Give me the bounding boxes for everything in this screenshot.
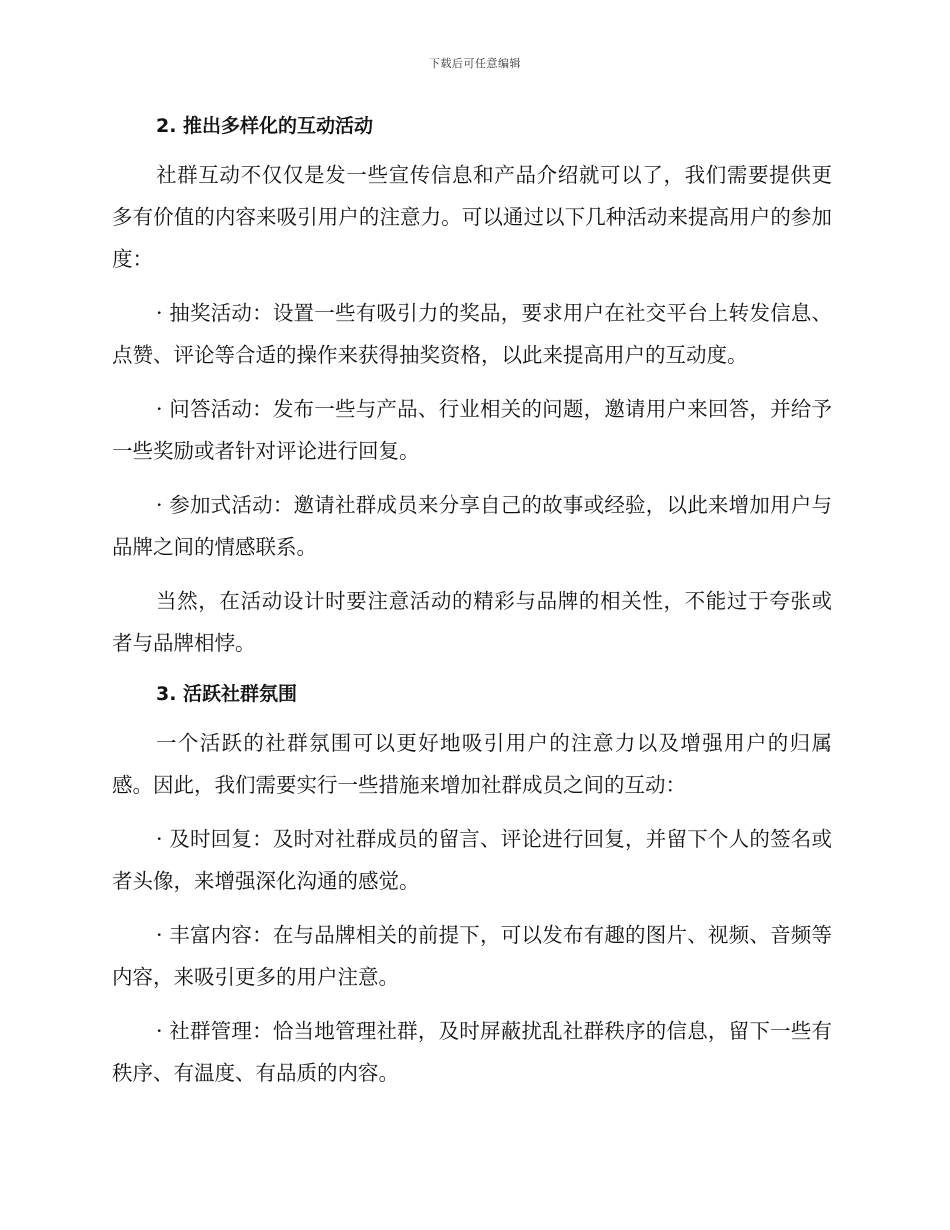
bullet-item: · 抽奖活动：设置一些有吸引力的奖品，要求用户在社交平台上转发信息、点赞、评论等合适的操作来获得抽奖资格，以此来提高用户的互动度。 (112, 301, 832, 367)
document-body (112, 108, 832, 1106)
bullet-item: · 社群管理：恰当地管理社群，及时屏蔽扰乱社群秩序的信息，留下一些有秩序、有温度、有品质的内容。 (112, 1019, 832, 1085)
section-heading: 2. 推出多样化的互动活动 (156, 115, 374, 137)
bullet-item: · 及时回复：及时对社群成员的留言、评论进行回复，并留下个人的签名或者头像，来增强深化沟通的感觉。 (112, 827, 832, 893)
section-intro: 一个活跃的社群氛围可以更好地吸引用户的注意力以及增强用户的归属感。因此，我们需要实行一些措施来增加社群成员之间的互动： (112, 731, 832, 797)
bullet-item: · 问答活动：发布一些与产品、行业相关的问题，邀请用户来回答，并给予一些奖励或者针对评论进行回复。 (112, 397, 832, 463)
section-closing: 当然，在活动设计时要注意活动的精彩与品牌的相关性，不能过于夸张或者与品牌相悖。 (112, 589, 832, 655)
bullet-item: · 丰富内容：在与品牌相关的前提下，可以发布有趣的图片、视频、音频等内容，来吸引更多的用户注意。 (112, 923, 832, 989)
page-header: 下载后可任意编辑 (429, 57, 521, 70)
section-intro: 社群互动不仅仅是发一些宣传信息和产品介绍就可以了，我们需要提供更多有价值的内容来吸引用户的注意力。可以通过以下几种活动来提高用户的参加度： (112, 163, 832, 271)
section-heading: 3. 活跃社群氛围 (156, 683, 298, 705)
bullet-item: · 参加式活动：邀请社群成员来分享自己的故事或经验，以此来增加用户与品牌之间的情感联系。 (112, 493, 832, 559)
